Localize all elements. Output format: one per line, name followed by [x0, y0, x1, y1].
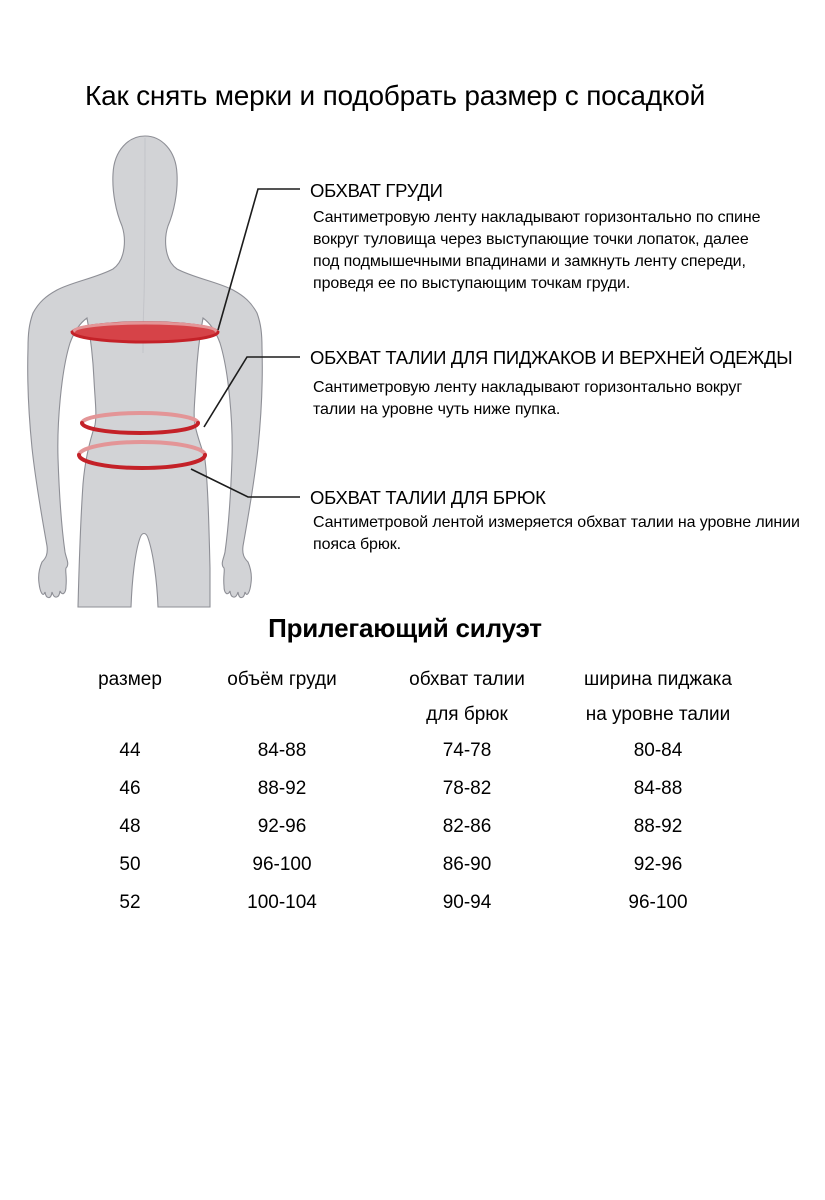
table-cell: 90-94 [442, 892, 492, 913]
size-table [60, 662, 760, 922]
page-title: Как снять мерки и подобрать размер с посадкой [84, 80, 706, 111]
column-header-size: размер [98, 669, 162, 690]
table-cell: 84-88 [633, 778, 683, 799]
table-cell: 74-78 [442, 740, 492, 761]
table-cell: 78-82 [442, 778, 492, 799]
section-description-waist-jackets: Сантиметровую ленту накладывают горизонтально вокруг талии на уровне чуть ниже пупка. [313, 379, 743, 418]
table-cell: 92-96 [633, 854, 683, 875]
table-cell: 50 [119, 854, 141, 875]
table-cell: 100-104 [247, 892, 317, 913]
size-table-title: Прилегающий силуэт [268, 613, 542, 643]
table-cell: 96-100 [252, 854, 312, 875]
table-cell: 88-92 [257, 778, 307, 799]
table-cell: 48 [119, 816, 141, 837]
column-header-jacket-width: ширина пиджака на уровне талии [584, 669, 732, 725]
section-heading-waist-trousers: ОБХВАТ ТАЛИИ ДЛЯ БРЮК [310, 487, 546, 508]
table-cell: 44 [119, 740, 141, 761]
table-cell: 52 [119, 892, 141, 913]
section-heading-waist-jackets: ОБХВАТ ТАЛИИ ДЛЯ ПИДЖАКОВ И ВЕРХНЕЙ ОДЕЖДЫ [310, 347, 793, 368]
measurement-figure [20, 128, 300, 608]
section-description-chest: Сантиметровую ленту накладывают горизонтально по спине вокруг туловища через выступающие точки лопаток, далее под подмышечными впадинами и замкнуть ленту спереди, проведя ее по выступающим точкам груди. [313, 209, 761, 292]
table-cell: 84-88 [257, 740, 307, 761]
table-cell: 92-96 [257, 816, 307, 837]
table-cell: 82-86 [442, 816, 492, 837]
section-description-waist-trousers: Сантиметровой лентой измеряется обхват талии на уровне линии пояса брюк. [313, 514, 800, 553]
column-header-trouser-waist: обхват талии для брюк [409, 669, 525, 725]
table-cell: 88-92 [633, 816, 683, 837]
section-heading-chest: ОБХВАТ ГРУДИ [310, 180, 443, 201]
table-cell: 96-100 [628, 892, 688, 913]
table-cell: 46 [119, 778, 141, 799]
table-cell: 86-90 [442, 854, 492, 875]
column-header-chest: объём груди [227, 669, 337, 690]
table-cell: 80-84 [633, 740, 683, 761]
